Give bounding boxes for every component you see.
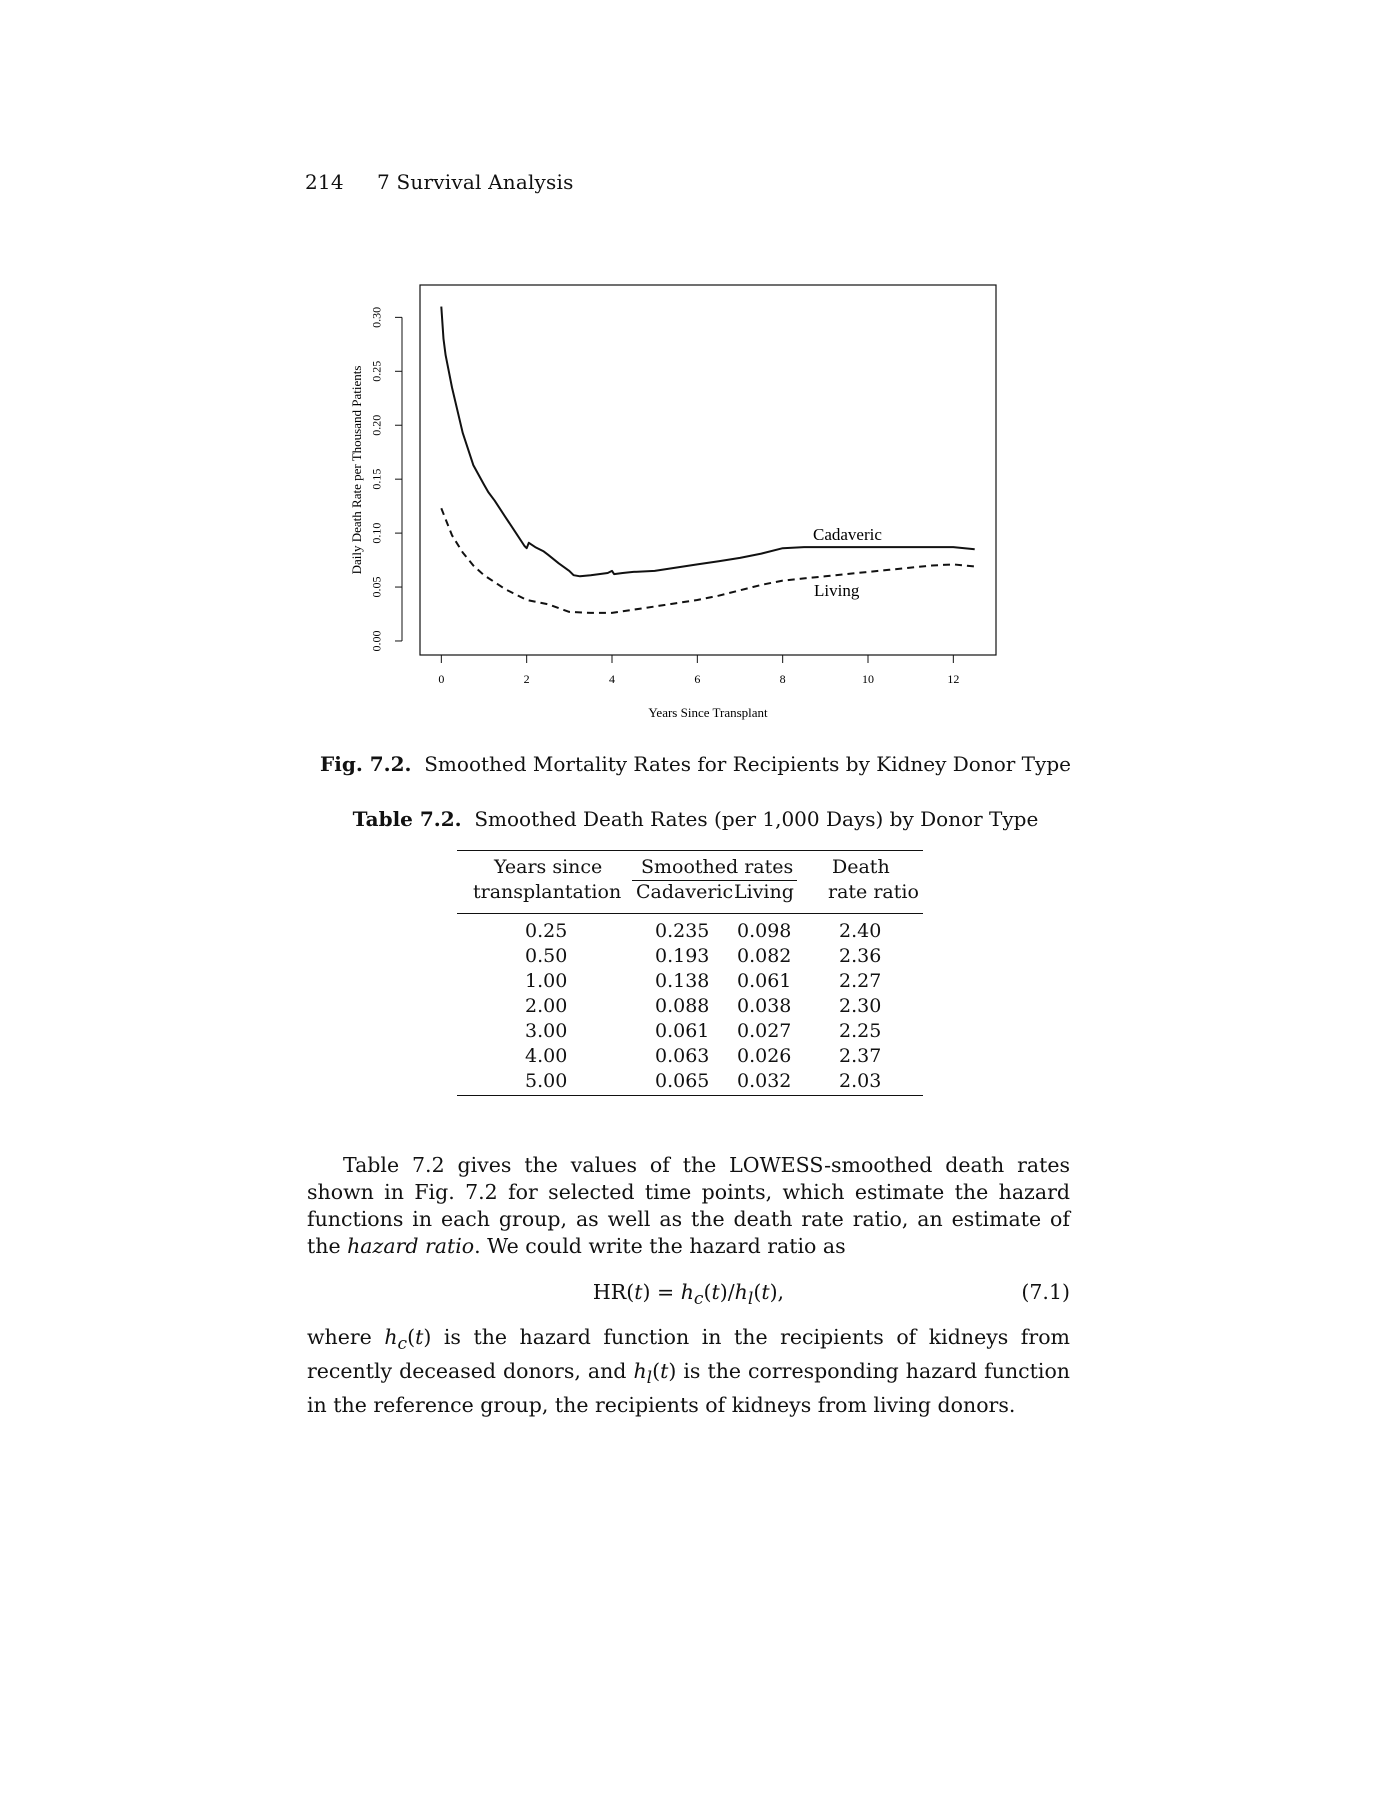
p1-text-b: . We could write the hazard ratio as [474, 1234, 846, 1258]
eq-t2: t [711, 1280, 720, 1304]
cell-ratio: 2.30 [839, 995, 882, 1017]
cell-ratio: 2.03 [839, 1070, 882, 1092]
cell-cadaveric: 0.235 [655, 920, 710, 942]
p1-emphasis: hazard ratio [347, 1234, 475, 1258]
header-ratio-line2: rate ratio [828, 881, 919, 903]
eq-slash: )/ [719, 1280, 735, 1304]
cell-years: 3.00 [525, 1020, 568, 1042]
table-row [457, 970, 923, 995]
y-tick-label: 0.25 [369, 360, 384, 382]
x-tick-label: 2 [523, 672, 530, 686]
y-tick-label: 0.05 [369, 576, 384, 598]
y-tick-label: 0.15 [369, 468, 384, 490]
table-row [457, 920, 923, 945]
cell-years: 0.50 [525, 945, 568, 967]
cell-cadaveric: 0.193 [655, 945, 710, 967]
eq-close: ), [769, 1280, 785, 1304]
figure-7-2 [340, 270, 1020, 730]
cell-cadaveric: 0.061 [655, 1020, 710, 1042]
cell-cadaveric: 0.138 [655, 970, 710, 992]
x-tick-label: 4 [609, 672, 615, 686]
cell-cadaveric: 0.063 [655, 1045, 710, 1067]
cell-years: 5.00 [525, 1070, 568, 1092]
paragraph-2: where $h_c(t)$ is the hazard function in the recipients of kidneys from recently deceased donors, and $h_l(t)$ is the corresponding hazard function in the reference group, the recipients of kidneys from living donors. [307, 1325, 1070, 1418]
header-living: Living [734, 881, 794, 903]
figure-caption-text: Smoothed Mortality Rates for Recipients by Kidney Donor Type [424, 752, 1071, 776]
eq-h1: h [680, 1280, 694, 1304]
p1-text-a: Table 7.2 gives the values of the LOWESS-smoothed death rates shown in Fig. 7.2 for selected time points, which estimate the hazard functions in each group, as well as the death rate ratio, an estimate of the [307, 1153, 1070, 1258]
plot-frame [420, 285, 996, 655]
eq-open2: ( [753, 1280, 762, 1304]
y-tick-label: 0.00 [369, 630, 384, 652]
cell-ratio: 2.40 [839, 920, 882, 942]
y-axis-label: Daily Death Rate per Thousand Patients [349, 365, 364, 575]
p2-open2: ( [652, 1359, 661, 1384]
table-row [457, 1045, 923, 1070]
chapter-title: 7 Survival Analysis [377, 170, 574, 194]
p2-h1: h [384, 1325, 398, 1349]
death-rates-table [457, 850, 923, 1096]
cell-living: 0.098 [737, 920, 792, 942]
series-line-cadaveric [441, 307, 974, 577]
table-row [457, 995, 923, 1020]
annotation-living: Living [814, 581, 860, 600]
header-smoothed-rates: Smoothed rates [641, 856, 794, 878]
cell-ratio: 2.27 [839, 970, 882, 992]
p2-sub-c: c [397, 1334, 408, 1355]
cell-living: 0.026 [737, 1045, 792, 1067]
p2-t2: t [660, 1359, 669, 1384]
cell-ratio: 2.37 [839, 1045, 882, 1067]
x-tick-label: 0 [438, 672, 445, 686]
eq-t: t [634, 1280, 643, 1304]
eq-t3: t [761, 1280, 770, 1304]
eq-open1: ( [703, 1280, 712, 1304]
figure-label: Fig. 7.2. [320, 752, 412, 776]
figure-caption [0, 752, 1391, 776]
y-tick-label: 0.20 [369, 414, 384, 436]
header-cadaveric: Cadaveric [636, 881, 734, 903]
cell-living: 0.038 [737, 995, 792, 1017]
eq-sub-c: c [693, 1289, 704, 1310]
p2-h2: h [633, 1359, 647, 1384]
equation-7-1 [307, 1260, 1070, 1324]
cell-cadaveric: 0.065 [655, 1070, 710, 1092]
table-body [457, 920, 923, 1095]
table-header [457, 851, 923, 913]
cell-living: 0.032 [737, 1070, 792, 1092]
table-row [457, 945, 923, 970]
chart-axes [370, 307, 960, 686]
table-label: Table 7.2. [352, 807, 462, 831]
cell-cadaveric: 0.088 [655, 995, 710, 1017]
table-row [457, 1020, 923, 1045]
body-text [307, 1152, 1070, 1419]
cell-living: 0.027 [737, 1020, 792, 1042]
running-head [305, 170, 574, 194]
p2-text-c: is the corresponding hazard function in the reference group, the recipients of kidneys from living donors. [307, 1359, 1070, 1418]
table-bottom-rule [457, 1095, 923, 1096]
mortality-chart [340, 270, 1020, 730]
series-line-living [441, 508, 974, 613]
cell-living: 0.082 [737, 945, 792, 967]
cell-years: 0.25 [525, 920, 568, 942]
x-axis-label: Years Since Transplant [648, 705, 768, 720]
table-caption-text: Smoothed Death Rates (per 1,000 Days) by Donor Type [474, 807, 1039, 831]
eq-equals: ) = [642, 1280, 681, 1304]
chart-series [441, 307, 974, 613]
equation-body [307, 1260, 1070, 1331]
p2-text-b: is the hazard function in the recipients of kidneys from recently deceased donors, and [307, 1325, 1070, 1384]
header-ratio-line1: Death [832, 856, 890, 878]
table-row [457, 1070, 923, 1095]
p2-sub-l: l [646, 1368, 653, 1389]
header-years-line2: transplantation [473, 881, 622, 903]
y-tick-label: 0.10 [369, 522, 384, 544]
cell-living: 0.061 [737, 970, 792, 992]
eq-h2: h [734, 1280, 748, 1304]
equation-number: (7.1) [1021, 1280, 1070, 1304]
x-tick-label: 12 [947, 672, 960, 686]
x-tick-label: 6 [694, 672, 701, 686]
x-tick-label: 8 [779, 672, 786, 686]
x-tick-label: 10 [862, 672, 874, 686]
p2-open1: ( [407, 1325, 416, 1349]
annotation-cadaveric: Cadaveric [813, 525, 882, 544]
cell-years: 1.00 [525, 970, 568, 992]
header-years-line1: Years since [494, 856, 603, 878]
eq-hr: HR( [592, 1280, 635, 1304]
p2-text-a: where [307, 1325, 385, 1349]
cell-years: 4.00 [525, 1045, 568, 1067]
table-caption [0, 807, 1391, 831]
page-number: 214 [305, 170, 344, 194]
cell-ratio: 2.36 [839, 945, 882, 967]
cell-years: 2.00 [525, 995, 568, 1017]
cell-ratio: 2.25 [839, 1020, 882, 1042]
eq-sub-l: l [747, 1289, 754, 1310]
p2-t1: t [415, 1325, 424, 1349]
y-tick-label: 0.30 [369, 306, 384, 328]
paragraph-1 [307, 1152, 1070, 1260]
